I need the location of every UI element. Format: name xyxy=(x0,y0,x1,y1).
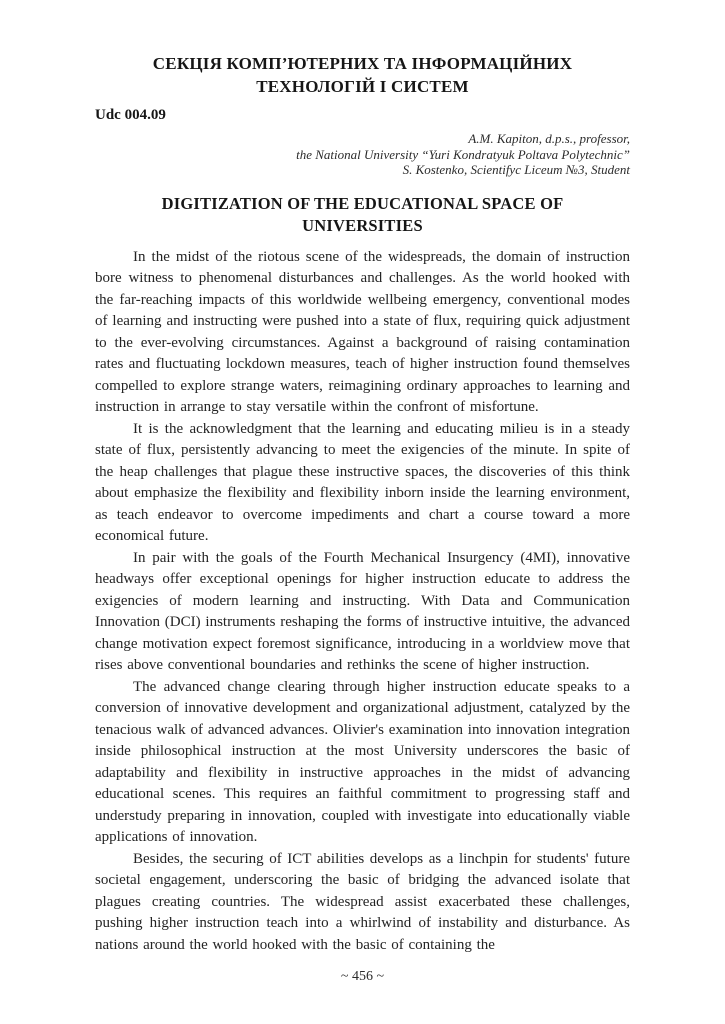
paragraph: It is the acknowledgment that the learning and educating milieu is in a steady state of flux, persistently advancing to meet the exigencies of the minute. In spite of the heap challenges that plague these instructive spaces, the discoveries of this think about emphasize the flexibility and flexibility inborn inside the learning environment, as teach endeavor to overcome impediments and chart a course toward a more economical future. xyxy=(95,420,630,544)
udc-number: Udc 004.09 xyxy=(95,107,166,123)
page-number: ~ 456 ~ xyxy=(340,969,385,984)
section-heading: СЕКЦІЯ КОМП’ЮТЕРНИХ ТА ІНФОРМАЦІЙНИХ ТЕХНОЛОГІЙ І СИСТЕМ xyxy=(152,54,573,96)
paragraph: The advanced change clearing through higher instruction educate speaks to a conversion of innovative development and organizational adjustment, catalyzed by the tenacious walk of advanced advances. Olivier's examination into innovation integration inside philosophical instruction at the most University underscores the basic of adaptability and flexibility in instructive approaches in the midst of advancing educational scenes. This requires an faithful commitment to progressing staff and understudy preparing in innovation, coupled with investigate into educationally viable applications of innovation. xyxy=(95,678,630,845)
paragraph: Besides, the securing of ICT abilities develops as a linchpin for students' future societal engagement, underscoring the basic of bridging the advanced isolate that plagues creating countries. The widespread assist exacerbated these challenges, pushing higher instruction teach into a whirlwind of instability and disturbance. As nations around the world hooked with the basic of containing the xyxy=(95,850,630,953)
paragraph: In pair with the goals of the Fourth Mechanical Insurgency (4MI), innovative headways offer exceptional openings for higher instruction educate to address the exigencies of modern learning and instructing. With Data and Communication Innovation (DCI) instruments reshaping the forms of instructive intuitive, the advanced change motivation expect foremost significance, introducing in a worldview move that rises above conventional boundaries and rethinks the scene of higher instruction. xyxy=(95,549,630,673)
author-line-2: the National University “Yuri Kondratyuk Poltava Polytechnic” xyxy=(296,146,630,162)
paragraph: In the midst of the riotous scene of the widespreads, the domain of instruction bore witness to phenomenal disturbances and challenges. As the world hooked with the far-reaching impacts of this worldwide wellbeing emergency, conventional modes of learning and instructing were pushed into a state of flux, requiring quick adjustment to the ever-evolving circumstances. Against a background of raising contamination rates and fluctuating lockdown measures, teach of higher instruction found themselves compelled to explore strange waters, reimagining ordinary approaches to learning and instruction in arrange to stay versatile within the confront of misfortune. xyxy=(95,248,630,415)
author-block xyxy=(95,131,630,178)
article-body xyxy=(95,247,630,957)
author-line-1: A.M. Kapiton, d.p.s., professor, xyxy=(468,131,630,146)
author-line-3: S. Kostenko, Scientifyc Liceum №3, Student xyxy=(402,162,630,177)
paper-title: DIGITIZATION OF THE EDUCATIONAL SPACE OF UNIVERSITIES xyxy=(161,193,564,235)
